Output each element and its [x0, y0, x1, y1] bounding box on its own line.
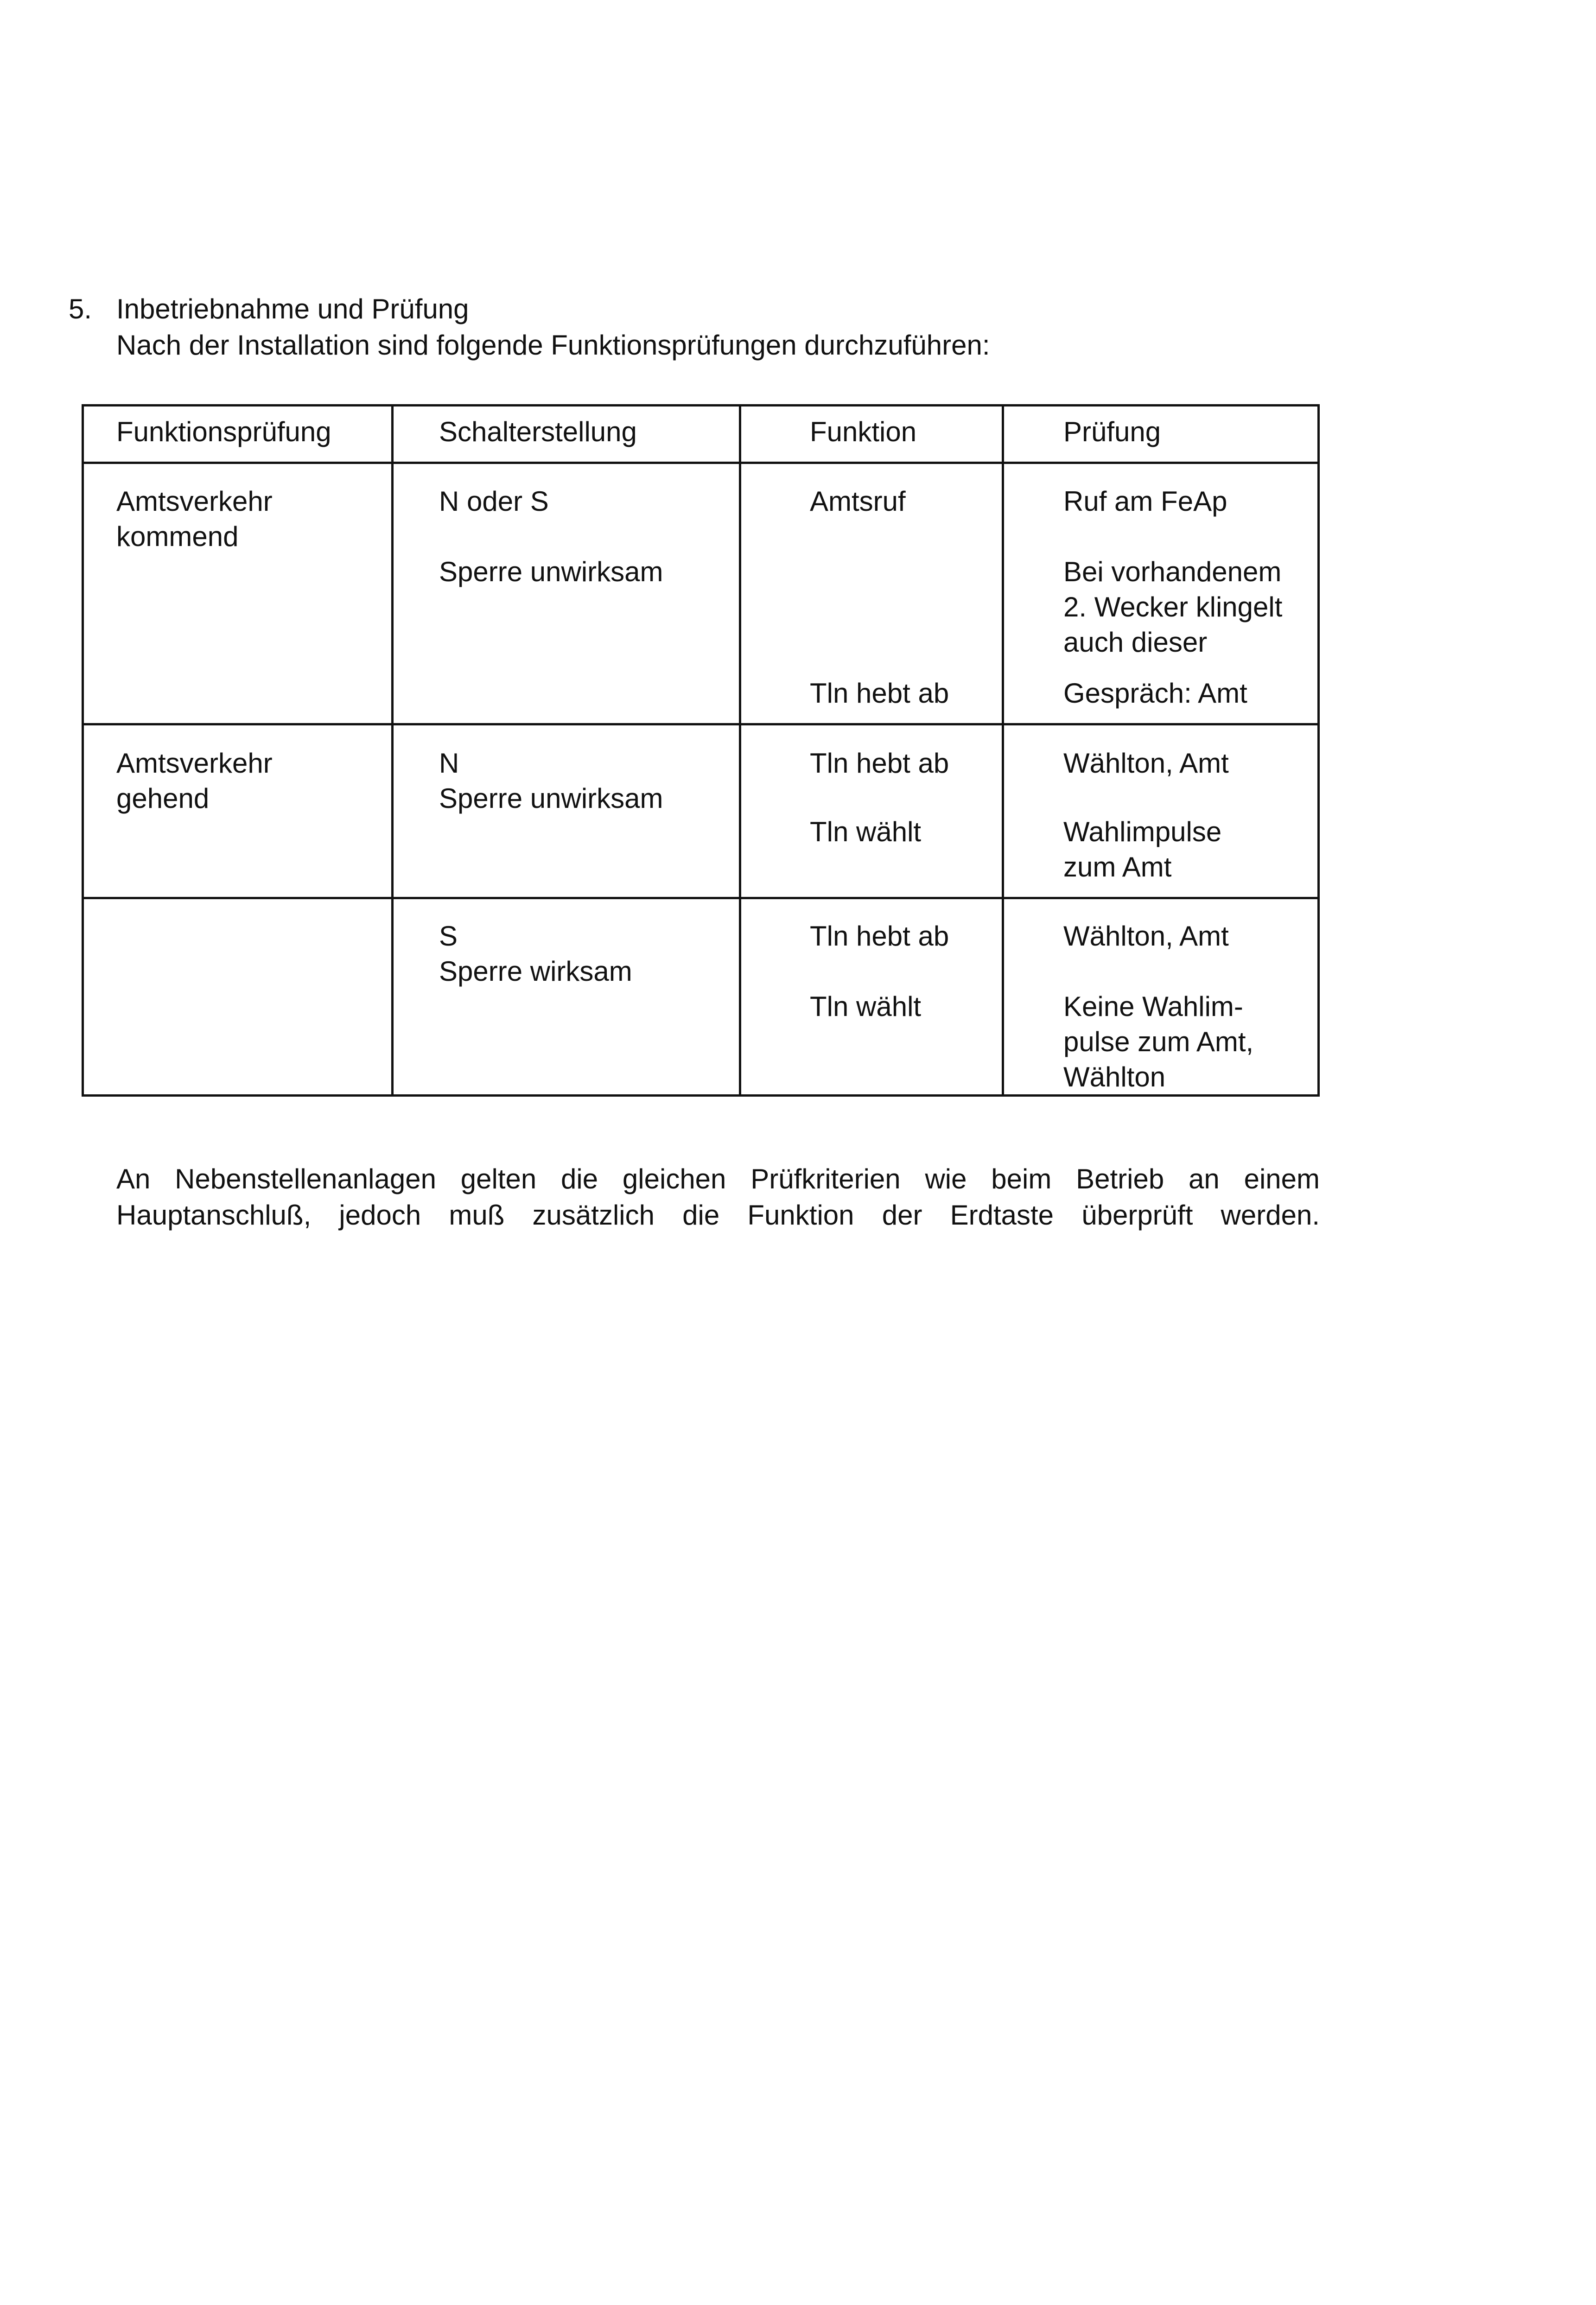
- cell-prufung: Wahlimpulse zum Amt: [1063, 816, 1222, 883]
- cell-schalterstellung: N oder S: [439, 486, 549, 517]
- cell-funktion: Tln hebt ab: [810, 921, 949, 952]
- table-border-left: [82, 404, 84, 1097]
- section-intro: Nach der Installation sind folgende Funktionsprüfungen durchzuführen:: [116, 330, 990, 361]
- cell-funktion: Tln wählt: [810, 816, 922, 847]
- table-border-top: [82, 404, 1320, 406]
- column-divider: [739, 404, 741, 1097]
- row-divider: [82, 897, 1320, 899]
- header-prufung: Prüfung: [1063, 416, 1161, 447]
- column-divider: [1002, 404, 1004, 1097]
- note-line: Hauptanschluß, jedoch muß zusätzlich die Funktion der Erdtaste überprüft werden.: [116, 1200, 1320, 1231]
- note-line: An Nebenstellenanlagen gelten die gleichen Prüfkriterien wie beim Betrieb an einem: [116, 1163, 1320, 1194]
- cell-schalterstellung: S Sperre wirksam: [439, 921, 632, 987]
- table-border-right: [1317, 404, 1320, 1097]
- cell-prufung: Gespräch: Amt: [1063, 678, 1247, 709]
- row-divider: [82, 723, 1320, 725]
- cell-schalterstellung: N Sperre unwirksam: [439, 748, 663, 814]
- cell-prufung: Bei vorhandenem 2. Wecker klingelt auch dieser: [1063, 556, 1283, 658]
- cell-funktionsprufung-gehend: Amtsverkehr gehend: [116, 748, 273, 814]
- cell-prufung: Keine Wahlim- pulse zum Amt, Wählton: [1063, 991, 1254, 1092]
- section-number: 5.: [69, 293, 92, 324]
- cell-funktion: Tln hebt ab: [810, 678, 949, 709]
- cell-prufung: Ruf am FeAp: [1063, 486, 1227, 517]
- cell-prufung: Wählton, Amt: [1063, 748, 1229, 779]
- cell-funktion: Tln hebt ab: [810, 748, 949, 779]
- cell-funktionsprufung-kommend: Amtsverkehr kommend: [116, 486, 273, 552]
- section-heading: [69, 291, 469, 327]
- header-divider: [82, 462, 1320, 464]
- cell-funktion: Tln wählt: [810, 991, 922, 1022]
- column-divider: [391, 404, 394, 1097]
- closing-note: [116, 1161, 1320, 1233]
- section-title: Inbetriebnahme und Prüfung: [116, 293, 469, 324]
- header-funktion: Funktion: [810, 416, 917, 447]
- function-test-table: [82, 404, 1320, 1097]
- cell-prufung: Wählton, Amt: [1063, 921, 1229, 952]
- header-funktionsprufung: Funktionsprüfung: [116, 416, 331, 447]
- header-schalterstellung: Schalterstellung: [439, 416, 637, 447]
- cell-schalterstellung: Sperre unwirksam: [439, 556, 663, 587]
- cell-funktion: Amtsruf: [810, 486, 906, 517]
